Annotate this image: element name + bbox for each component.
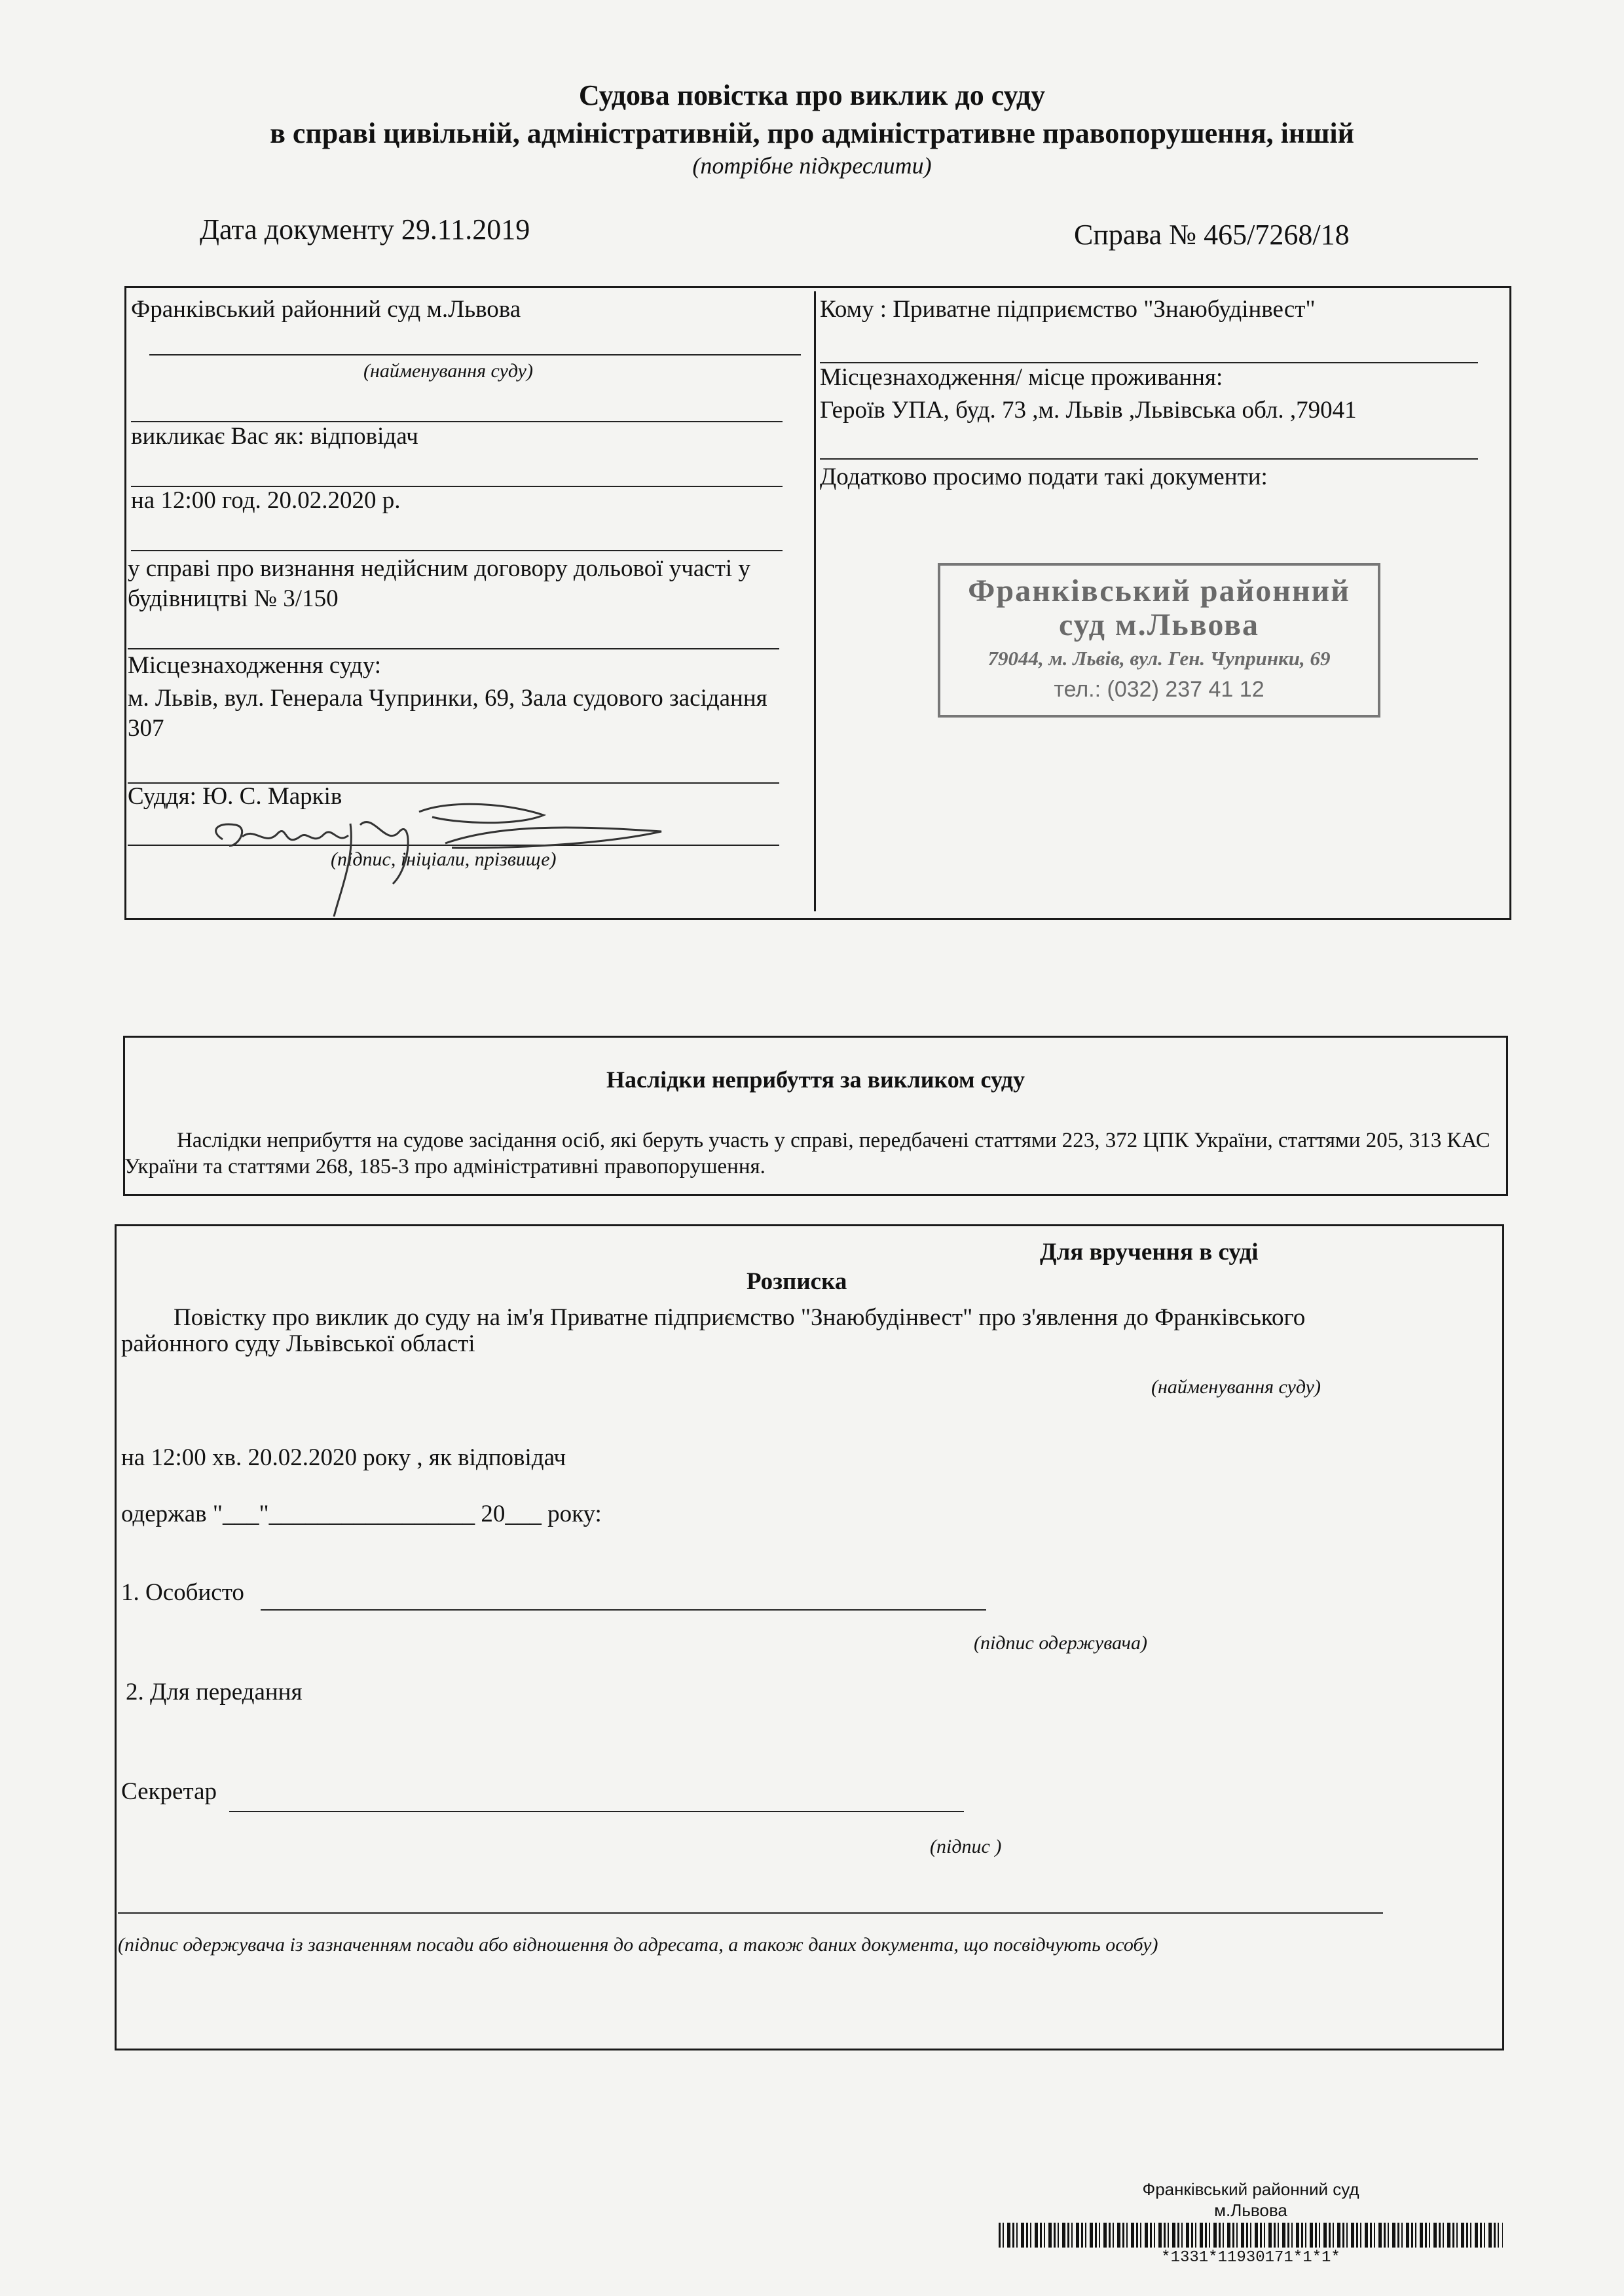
case-subject: у справі про визнання недійсним договору дольової участі у будівництві № 3/150 (128, 555, 750, 612)
receipt-court-caption: (найменування суду) (1151, 1376, 1321, 1398)
secretary-caption: (підпис ) (930, 1836, 1002, 1857)
bottom-signature-line (118, 1912, 1383, 1914)
court-location-label: Місцезнаходження суду: (128, 652, 382, 679)
recipient-address-label: Місцезнаходження/ місце проживання: (820, 364, 1223, 391)
document-date: Дата документу 29.11.2019 (200, 213, 530, 246)
recipient: Кому : Приватне підприємство "Знаюбудінвест" (820, 296, 1316, 323)
barcode-icon (999, 2223, 1503, 2248)
hearing-time: на 12:00 год. 20.02.2020 р. (131, 487, 401, 514)
secretary-signature-line (229, 1811, 964, 1812)
document-subtitle: (потрібне підкреслити) (692, 153, 932, 179)
personally-signature-line (261, 1609, 986, 1611)
stamp-line1: Франківський районний (968, 574, 1350, 608)
personally-caption: (підпис одержувача) (974, 1632, 1147, 1654)
court-stamp (938, 563, 1380, 718)
for-court-delivery: Для вручення в суді (1040, 1239, 1259, 1266)
court-location: м. Львів, вул. Генерала Чупринки, 69, Зала судового засідання 307 (128, 685, 767, 742)
court-name-caption: (найменування суду) (363, 360, 533, 382)
stamp-address: 79044, м. Львів, вул. Ген. Чупринки, 69 (987, 647, 1331, 670)
consequences-text: Наслідки неприбуття на судове засідання осіб, які беруть участь у справі, передбачені статтями 223, 372 ЦПК України, статтями 205, 313 КАС України та статтями 268, 185-3 про адміністративні правопорушення. (124, 1129, 1490, 1178)
judge-name: Суддя: Ю. С. Марків (128, 783, 342, 810)
recipient-address: Героїв УПА, буд. 73 ,м. Львів ,Львівська обл. ,79041 (820, 397, 1357, 424)
stamp-line2: суд м.Львова (1058, 608, 1260, 642)
stamp-phone: тел.: (032) 237 41 12 (1054, 677, 1264, 702)
consequences-title: Наслідки неприбуття за викликом суду (606, 1066, 1025, 1093)
receipt-received-date: одержав "___"_________________ 20___ року: (121, 1501, 602, 1527)
bottom-caption: (підпис одержувача із зазначенням посади або відношення до адресата, а також даних документа, що посвідчують особу) (118, 1934, 1158, 1956)
summons-role: викликає Вас як: відповідач (131, 423, 418, 450)
document-title-line1: Судова повістка про виклик до суду (578, 79, 1046, 111)
column-divider (814, 291, 816, 911)
court-name: Франківський районний суд м.Львова (131, 296, 521, 323)
judge-signature-icon (203, 786, 674, 917)
barcode-text: *1331*11930171*1*1* (1161, 2249, 1340, 2267)
documents-request: Додатково просимо подати такі документи: (820, 464, 1268, 490)
judge-caption: (підпис, ініціали, прізвище) (331, 848, 557, 870)
footer-court-line1: Франківський районний суд (1142, 2179, 1359, 2199)
footer-court-line2: м.Львова (1214, 2200, 1287, 2220)
for-transfer: 2. Для передання (126, 1679, 303, 1705)
case-number: Справа № 465/7268/18 (1074, 219, 1350, 251)
receipt-hearing-time: на 12:00 хв. 20.02.2020 року , як відповідач (121, 1444, 566, 1471)
secretary-label: Секретар (121, 1778, 217, 1805)
receipt-line2: районного суду Львівської області (121, 1330, 475, 1357)
receipt-title: Розписка (747, 1268, 847, 1295)
document-title-line2: в справі цивільній, адміністративній, про адміністративне правопорушення, іншій (270, 117, 1354, 149)
receipt-line1: Повістку про виклик до суду на ім'я Приватне підприємство "Знаюбудінвест" про з'явлення до Франківського (174, 1304, 1306, 1331)
received-personally: 1. Особисто (121, 1579, 244, 1606)
